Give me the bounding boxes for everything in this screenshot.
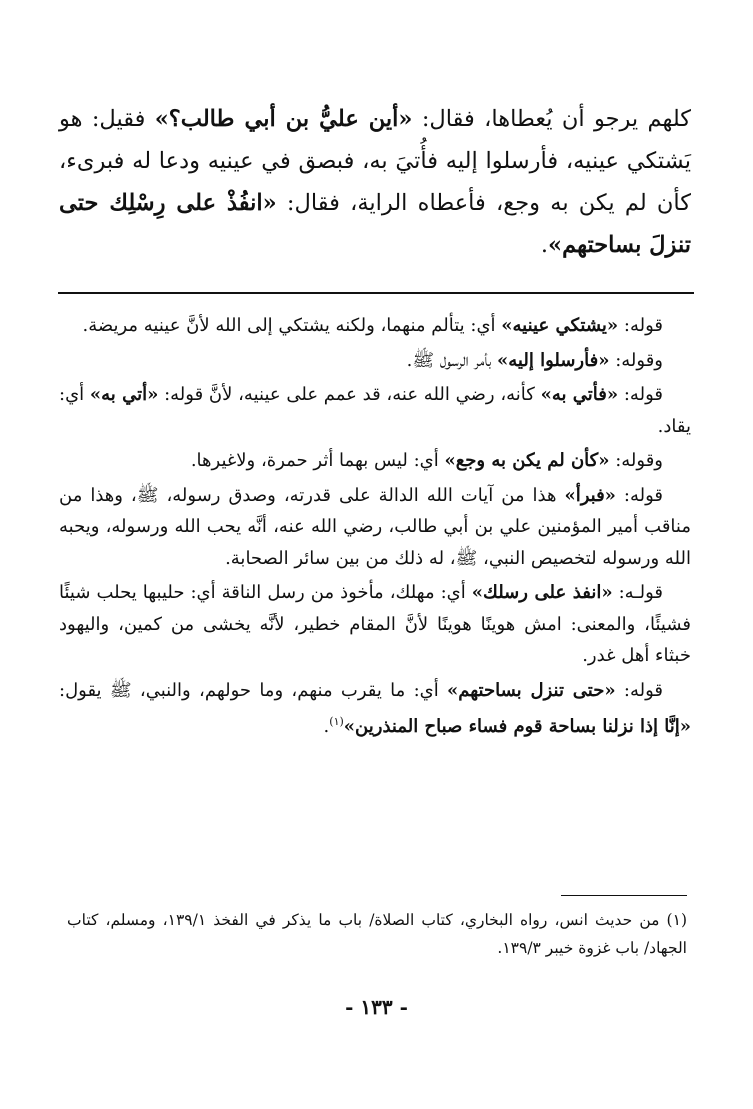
- commentary-term: «فأتي به»: [540, 384, 619, 405]
- hadith-part-1: كلهم يرجو أن يُعطاها، فقال:: [412, 106, 691, 132]
- commentary-text: بأمر الرسول ﷺ.: [406, 349, 497, 371]
- hadith-quote-1: «أين عليُّ بن أبي طالب؟»: [154, 106, 413, 132]
- commentary-paragraph: [59, 445, 691, 477]
- commentary-prefix: قوله:: [615, 679, 664, 701]
- footnote: [67, 906, 687, 962]
- commentary-text: أي: ما يقرب منهم، وما حولهم، والنبي، ﷺ يقول:: [59, 679, 448, 701]
- commentary-paragraph: [59, 379, 691, 442]
- commentary-paragraph: [59, 480, 691, 575]
- commentary-text: أي: ليس بهما أثر حمرة، ولاغيرها.: [190, 450, 445, 471]
- commentary-term: «فبرأ»: [564, 484, 616, 506]
- footnote-separator-line: [561, 895, 687, 896]
- commentary-term: «كأن لم يكن به وجع»: [444, 450, 610, 471]
- commentary-prefix: قوله:: [615, 484, 663, 506]
- commentary-text: أي: يتألم منهما، ولكنه يشتكي إلى الله لأنَّ عينيه مريضة.: [82, 315, 502, 336]
- commentary-paragraph: [59, 675, 691, 743]
- commentary-paragraph: [59, 310, 691, 342]
- hadith-text: [59, 98, 691, 266]
- commentary-prefix: قولـه:: [612, 582, 663, 603]
- page-number: - ١٣٣ -: [345, 995, 408, 1019]
- commentary-term: «حتى تنزل بساحتهم»: [447, 679, 616, 701]
- commentary-text: كأنه، رضي الله عنه، قد عمم على عينيه، لأنَّ قوله:: [158, 384, 541, 405]
- main-separator-line: [58, 292, 694, 294]
- commentary-prefix: قوله:: [618, 315, 663, 336]
- hadith-end: .: [540, 232, 549, 258]
- commentary-prefix: قوله:: [618, 384, 663, 405]
- commentary-prefix: وقوله:: [609, 349, 663, 371]
- footnote-reference: (١): [329, 715, 344, 728]
- footnote-text: (١) من حديث انس، رواه البخاري، كتاب الصلاة/ باب ما يذكر في الفخذ ١٣٩/١، ومسلم، كتاب الجهاد/ باب غزوة خيبر ١٣٩/٣.: [67, 911, 687, 957]
- commentary-paragraph: [59, 577, 691, 672]
- commentary-text-2: أي: يقاد.: [59, 384, 691, 437]
- commentary-term-2: «أتي به»: [89, 384, 159, 405]
- commentary-text: أي: مهلك، مأخوذ من رسل الناقة أي: حليبها يحلب شيئًا فشيئًا، والمعنى: امش هوينًا هوينًا لأنَّ المقام خطير، لأنَّه يخشى من كمين، واليهود خبثاء أهل غدر.: [59, 582, 691, 666]
- commentary-term-2: «إنَّا إذا نزلنا بساحة قوم فساء صباح المنذرين»: [343, 716, 691, 737]
- commentary-text-2: .: [323, 716, 330, 737]
- commentary-text: هذا من آيات الله الدالة على قدرته، وصدق رسوله، ﷺ، وهذا من مناقب أمير المؤمنين علي بن أبي طالب، رضي الله عنه، أنَّه يحب الله ورسوله، ويحبه الله ورسوله لتخصيص النبي، ﷺ، له ذلك من بين سائر الصحابة.: [59, 484, 691, 569]
- hadith-paragraph: [59, 98, 691, 266]
- commentary-paragraph: [59, 345, 691, 377]
- commentary-term: «انفذ على رسلك»: [471, 582, 613, 603]
- commentary: [59, 310, 691, 746]
- commentary-term: «فأرسلوا إليه»: [497, 349, 610, 371]
- commentary-term: «يشتكي عينيه»: [501, 315, 619, 336]
- hadith-part-2: فقيل: هو يَشتكي عينيه، فأرسلوا إليه فأُتيَ به، فبصق في عينيه ودعا له فبرىء، كأن لم يكن به وجع، فأعطاه الراية، فقال:: [59, 106, 691, 216]
- hadith-quote-2: «انفُذْ على رِسْلِك حتى تنزلَ بساحتهم»: [59, 190, 691, 258]
- commentary-prefix: وقوله:: [609, 450, 663, 471]
